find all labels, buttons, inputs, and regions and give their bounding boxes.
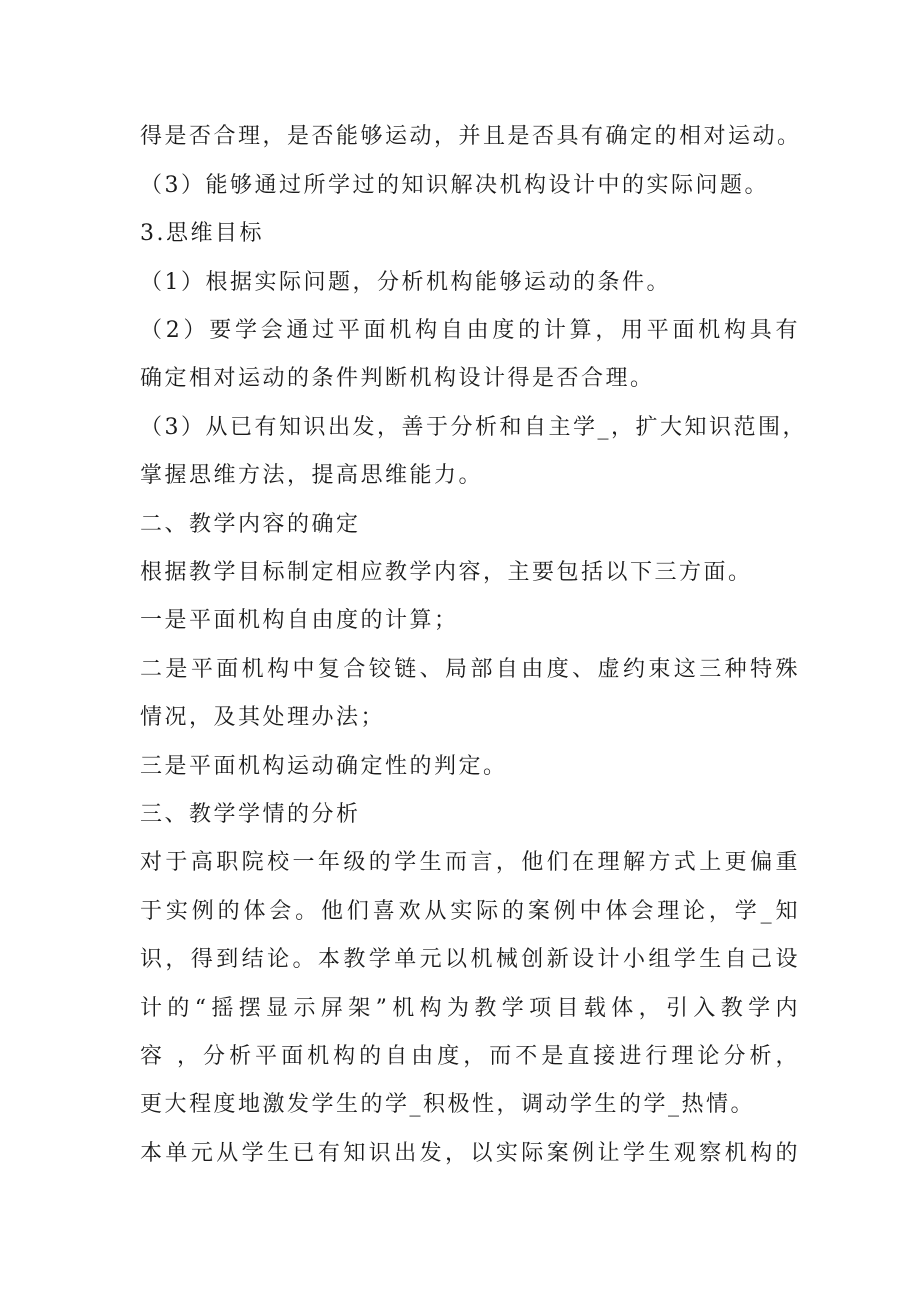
text-line: （1）根据实际问题，分析机构能够运动的条件。: [140, 270, 671, 295]
text-line: 识，得到结论。本教学单元以机械创新设计小组学生自己设: [140, 947, 800, 972]
section-heading: 三、教学学情的分析: [140, 802, 361, 827]
section-heading: 二、教学内容的确定: [140, 512, 361, 537]
text-line: 情况，及其处理办法；: [140, 705, 386, 730]
text-line: 根据教学目标制定相应教学内容，主要包括以下三方面。: [140, 560, 753, 585]
text-line: 三是平面机构运动确定性的判定。: [140, 754, 508, 779]
text-line: 掌握思维方法，提高思维能力。: [140, 463, 484, 488]
text-line: 一是平面机构自由度的计算；: [140, 608, 459, 633]
section-heading: 3.思维目标: [140, 221, 264, 246]
text-line: 更大程度地激发学生的学_积极性，调动学生的学_热情。: [140, 1092, 756, 1117]
text-line: （3）能够通过所学过的知识解决机构设计中的实际问题。: [140, 173, 769, 198]
text-line: 计的“摇摆显示屏架”机构为教学项目载体，引入教学内: [140, 996, 800, 1021]
text-line: 二是平面机构中复合铰链、局部自由度、虚约束这三种特殊: [140, 657, 800, 682]
text-line: 得是否合理，是否能够运动，并且是否具有确定的相对运动。: [140, 124, 802, 149]
text-line: （3）从已有知识出发，善于分析和自主学_，扩大知识范围，: [140, 415, 807, 440]
text-line: 本单元从学生已有知识出发，以实际案例让学生观察机构的: [140, 1141, 800, 1166]
text-line: （2）要学会通过平面机构自由度的计算，用平面机构具有: [140, 318, 800, 343]
text-line: 确定相对运动的条件判断机构设计得是否合理。: [140, 366, 655, 391]
text-line: 容 ，分析平面机构的自由度，而不是直接进行理论分析，: [140, 1044, 800, 1069]
text-line: 于实例的体会。他们喜欢从实际的案例中体会理论，学_知: [140, 899, 800, 924]
text-line: 对于高职院校一年级的学生而言，他们在理解方式上更偏重: [140, 850, 800, 875]
